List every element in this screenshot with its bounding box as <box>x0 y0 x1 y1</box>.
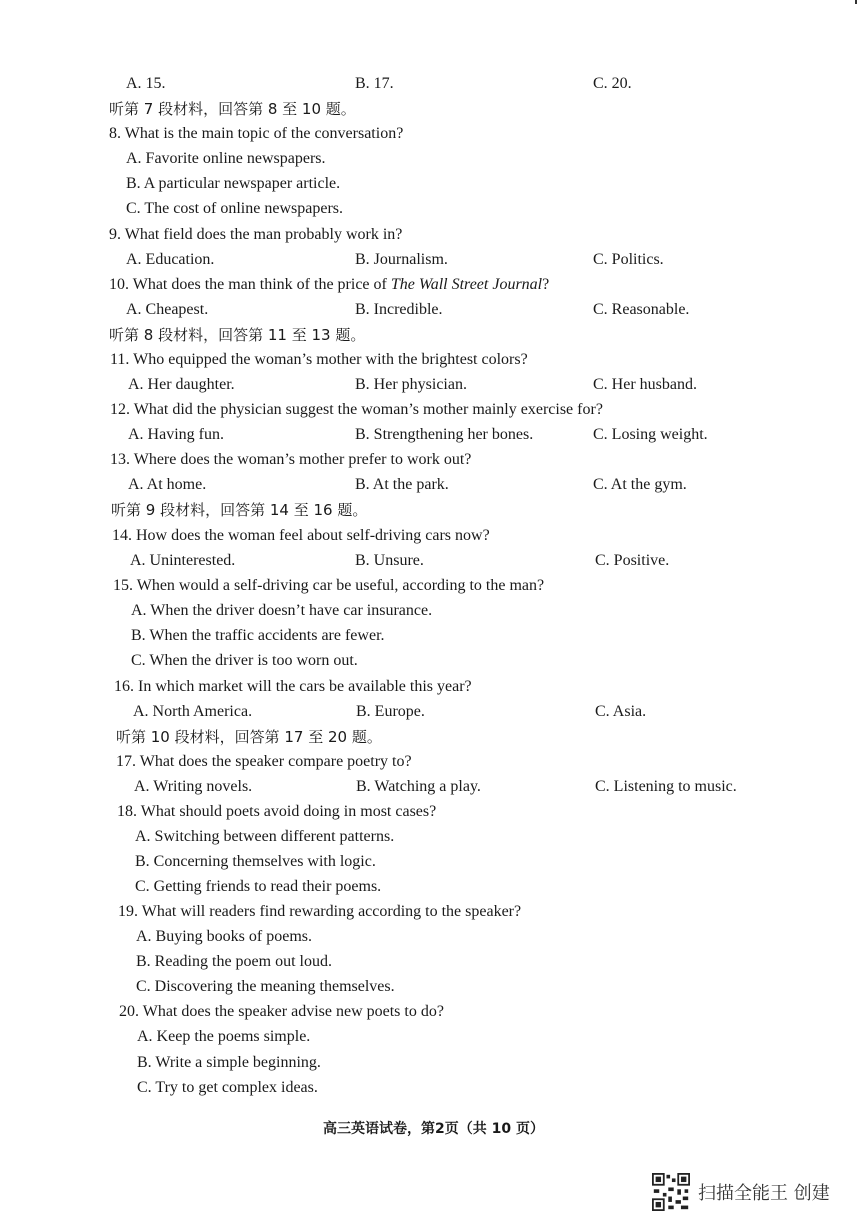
section-heading <box>111 500 367 520</box>
question-line <box>593 375 697 395</box>
line-text: C. When the driver is too worn out. <box>131 652 358 669</box>
line-text: 11. Who equipped the woman’s mother with the brightest colors? <box>110 351 528 368</box>
line-text: 18. What should poets avoid doing in most cases? <box>117 803 437 820</box>
question-line <box>355 74 394 94</box>
line-text: A. Writing novels. <box>134 778 253 795</box>
line-text: 16. In which market will the cars be available this year? <box>114 678 472 695</box>
line-text: A. Her daughter. <box>128 376 235 393</box>
line-text: 15. When would a self-driving car be useful, according to the man? <box>113 577 545 594</box>
question-line <box>355 250 448 270</box>
line-text: B. Incredible. <box>355 301 443 318</box>
question-line <box>110 400 603 420</box>
question-line <box>595 777 737 797</box>
line-text: C. 20. <box>593 75 632 92</box>
line-text: 9. What field does the man probably work in? <box>109 226 403 243</box>
question-line <box>136 952 332 972</box>
italic-title: The Wall Street Journal <box>390 276 543 293</box>
question-line <box>593 475 687 495</box>
question-line <box>128 425 224 445</box>
question-line <box>355 475 449 495</box>
line-text: A. Keep the poems simple. <box>137 1028 311 1045</box>
question-line <box>133 702 252 722</box>
line-text: C. Discovering the meaning themselves. <box>136 978 395 995</box>
question-line <box>118 902 521 922</box>
line-text: A. Uninterested. <box>130 552 236 569</box>
question-line <box>117 802 436 822</box>
question-line <box>137 1053 321 1073</box>
line-text: B. 17. <box>355 75 394 92</box>
question-line <box>355 551 424 571</box>
question-line <box>112 526 490 546</box>
section-heading <box>109 99 356 119</box>
line-text: A. Education. <box>126 251 215 268</box>
line-text: A. Buying books of poems. <box>136 928 312 945</box>
question-line <box>116 752 412 772</box>
line-text: B. At the park. <box>355 476 449 493</box>
question-line <box>114 677 472 697</box>
line-text: 14. How does the woman feel about self-driving cars now? <box>112 527 490 544</box>
question-line <box>109 225 402 245</box>
page-footer: 高三英语试卷，第2页（共 10 页） <box>323 1121 544 1137</box>
line-text: B. Unsure. <box>355 552 424 569</box>
line-text: A. When the driver doesn’t have car insurance. <box>131 602 433 619</box>
qr-code-icon <box>652 1173 690 1211</box>
line-text: C. Getting friends to read their poems. <box>135 878 382 895</box>
question-line <box>135 877 381 897</box>
line-text: 13. Where does the woman’s mother prefer to work out? <box>110 451 472 468</box>
question-line <box>131 626 385 646</box>
question-line <box>126 300 208 320</box>
line-text: B. Watching a play. <box>356 778 481 795</box>
question-line <box>128 375 235 395</box>
line-text: C. Listening to music. <box>595 778 737 795</box>
line-text: A. 15. <box>126 75 166 92</box>
line-text: 听第 8 段材料，回答第 11 至 13 题。 <box>109 326 366 344</box>
line-text: C. At the gym. <box>593 476 687 493</box>
line-text: 17. What does the speaker compare poetry to? <box>116 753 412 770</box>
question-line <box>119 1002 444 1022</box>
line-text: B. When the traffic accidents are fewer. <box>131 627 385 644</box>
section-heading <box>116 727 382 747</box>
question-line <box>126 199 343 219</box>
question-line <box>356 702 425 722</box>
line-text: A. At home. <box>128 476 207 493</box>
question-line <box>110 450 471 470</box>
line-text: 听第 10 段材料，回答第 17 至 20 题。 <box>116 728 382 746</box>
question-line <box>595 702 646 722</box>
question-line <box>593 425 708 445</box>
question-line <box>126 250 214 270</box>
question-line <box>137 1078 318 1098</box>
question-line <box>126 74 166 94</box>
question-line <box>135 827 394 847</box>
line-text: C. Reasonable. <box>593 301 690 318</box>
line-text: 20. What does the speaker advise new poets to do? <box>119 1003 444 1020</box>
question-line <box>136 927 312 947</box>
line-text: B. Reading the poem out loud. <box>136 953 332 970</box>
line-text: A. Cheapest. <box>126 301 209 318</box>
line-text: C. Try to get complex ideas. <box>137 1079 318 1096</box>
line-text: 10. What does the man think of the price of <box>109 276 391 293</box>
watermark-text: 扫描全能王 创建 <box>698 1183 830 1204</box>
question-line <box>593 74 632 94</box>
line-text: B. A particular newspaper article. <box>126 175 341 192</box>
line-text: C. Positive. <box>595 552 670 569</box>
question-line <box>113 576 544 596</box>
question-line <box>135 852 376 872</box>
line-text: A. Switching between different patterns. <box>135 828 395 845</box>
question-line <box>355 300 443 320</box>
line-text: 19. What will readers find rewarding according to the speaker? <box>118 903 522 920</box>
scanner-watermark <box>652 1172 830 1212</box>
scan-mark <box>855 0 857 4</box>
line-text: B. Journalism. <box>355 251 448 268</box>
line-text: B. Strengthening her bones. <box>355 426 534 443</box>
line-text: C. Asia. <box>595 703 647 720</box>
line-text: C. Politics. <box>593 251 664 268</box>
line-text: C. Her husband. <box>593 376 697 393</box>
line-text: B. Concerning themselves with logic. <box>135 853 376 870</box>
line-text: C. The cost of online newspapers. <box>126 200 343 217</box>
question-line <box>130 551 235 571</box>
question-line <box>593 250 664 270</box>
line-text: 12. What did the physician suggest the woman’s mother mainly exercise for? <box>110 401 603 418</box>
question-line <box>126 149 326 169</box>
question-line <box>595 551 669 571</box>
line-text: B. Europe. <box>356 703 425 720</box>
line-text: A. Having fun. <box>128 426 224 443</box>
question-line <box>109 275 549 295</box>
question-line <box>109 124 403 144</box>
section-heading <box>109 325 365 345</box>
line-text: 8. What is the main topic of the conversation? <box>109 125 404 142</box>
question-line <box>126 174 340 194</box>
line-text: C. Losing weight. <box>593 426 708 443</box>
question-line <box>355 375 467 395</box>
line-text: A. Favorite online newspapers. <box>126 150 326 167</box>
line-text: B. Her physician. <box>355 376 467 393</box>
question-line <box>356 777 481 797</box>
question-line <box>128 475 206 495</box>
question-line <box>593 300 689 320</box>
question-line <box>131 651 358 671</box>
question-line <box>355 425 533 445</box>
line-text: 听第 7 段材料，回答第 8 至 10 题。 <box>109 100 356 118</box>
line-text: B. Write a simple beginning. <box>137 1054 321 1071</box>
line-text: 听第 9 段材料，回答第 14 至 16 题。 <box>111 501 368 519</box>
question-line <box>136 977 395 997</box>
question-line <box>110 350 528 370</box>
question-line <box>131 601 432 621</box>
question-line <box>137 1027 310 1047</box>
line-text: A. North America. <box>133 703 253 720</box>
question-line <box>134 777 252 797</box>
line-text: ? <box>542 276 550 293</box>
